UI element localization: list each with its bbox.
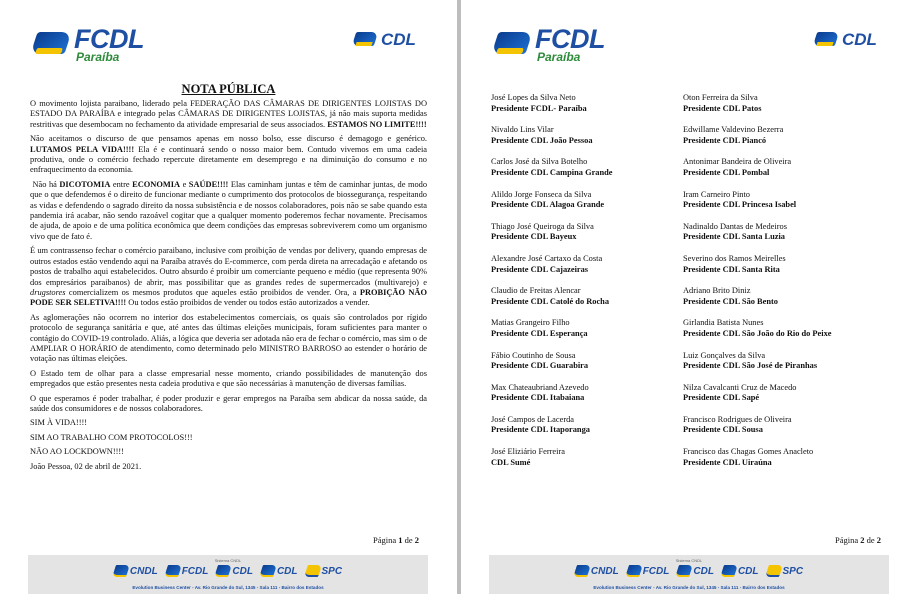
signatory-role: Presidente CDL Itabaiana [491, 393, 585, 403]
paragraph-8: SIM À VIDA!!!! [30, 418, 88, 428]
paragraph-7: O que esperamos é poder trabalhar, é poder produzir e gerar empregos na Paraíba sem abdicar da nossa saúde, da saúde dos consumidores e de nossos colaboradores. [30, 393, 427, 413]
fcdl-paraiba-logo [493, 26, 605, 66]
signatory-name: Claudio de Freitas Alencar [491, 286, 581, 296]
fcdl-paraiba-logo [32, 26, 144, 66]
signatory-role: Presidente CDL Catolé do Rocha [491, 296, 610, 306]
footer-logos [489, 565, 889, 577]
footer-sistema-label: Sistema CNDL [675, 558, 703, 563]
page-number: Página 1 de 2 [373, 535, 420, 545]
signatory-name: Nilza Cavalcanti Cruz de Macedo [683, 382, 797, 392]
signatory-role: Presidente CDL Piancó [683, 135, 767, 145]
cdl-swoosh-icon [354, 30, 378, 50]
cdl-jovem-logo: CDL [722, 565, 759, 577]
fcdl-logo: FCDL [166, 565, 209, 577]
signature-block [491, 383, 691, 415]
signatory-role: CDL Sumé [491, 457, 531, 467]
signature-block [683, 190, 883, 222]
signature-block [683, 447, 883, 479]
signature-block [491, 286, 691, 318]
signature-block [683, 125, 883, 157]
signatory-name: Carlos José da Silva Botelho [491, 157, 588, 167]
signatory-name: Severino dos Ramos Meirelles [683, 253, 786, 263]
signatory-role: Presidente CDL Princesa Isabel [683, 200, 797, 210]
signature-block [491, 415, 691, 447]
page-title: NOTA PÚBLICA [181, 82, 276, 96]
signature-block [491, 222, 691, 254]
footer-address: Evolution Business Center - Av. Rio Grande do Sul, 1345 - Sala 111 - Bairro dos Estados [593, 585, 785, 590]
fcdl-logo: FCDL [627, 565, 670, 577]
signatory-role: Presidente FCDL- Paraíba [491, 103, 587, 113]
document-page-2 [461, 0, 918, 594]
signatures-left-column [491, 93, 691, 479]
spc-brasil-logo: SPC [767, 565, 804, 577]
signatory-name: Edwillame Valdevino Bezerra [683, 125, 784, 135]
cdl-logo-text: CDL [381, 30, 416, 49]
signatory-name: Francisco Rodrigues de Oliveira [683, 414, 792, 424]
signatory-role: Presidente CDL Alagoa Grande [491, 200, 605, 210]
date-line: João Pessoa, 02 de abril de 2021. [30, 461, 142, 471]
signatory-role: Presidente CDL São João do Rio do Peixe [683, 328, 832, 338]
signature-block [491, 351, 691, 383]
signature-block [683, 157, 883, 189]
fcdl-swoosh-icon [493, 26, 531, 60]
signatory-name: José Lopes da Silva Neto [491, 93, 576, 102]
signatory-name: Nadinaldo Dantas de Medeiros [683, 221, 787, 231]
paragraph-4: É um contrassenso fechar o comércio paraibano, inclusive com proibição de vendas por delivery, quando empresas de outros estados estão vendendo aqui na Paraíba através do E-commerce, com perda direta na arrecadação e afetando os postos de trabalho aqui estabelecidos. Outro absurdo é proibir um comerciante pequeno e médio (que representa 90% dos empresários paraibanos) de abrir, mas possibilitar que as grandes redes de supermercados (multivarejo) e drugstores comercializem os mesmos produtos que aqueles estão proibidos de vender. Ora, a PROBIÇÃO NÃO PODE SER SELETIVA!!!! Ou todos estão proibidos de vender ou todos estão autorizados a vender. [30, 246, 427, 308]
signatory-name: Girlandia Batista Nunes [683, 318, 764, 328]
paragraph-2: Não aceitamos o discurso de que pensamos apenas em nosso bolso, esse discurso é demagogo e genérico. LUTAMOS PELA VIDA!!!! Ela é e continuará sendo o nosso maior bem. Contudo vivemos em uma cadeia produtiva, onde o comércio fechado repercute diretamente em desemprego e na diminuição do consumo e no enfraquecimento da economia. [30, 134, 427, 175]
signatory-name: Francisco das Chagas Gomes Anacleto [683, 447, 814, 457]
signatory-role: Presidente CDL Pombal [683, 167, 770, 177]
signatory-role: Presidente CDL Uiraúna [683, 457, 772, 467]
signatory-name: Antonimar Bandeira de Oliveira [683, 157, 792, 167]
paragraph-3: Não há DICOTOMIA entre ECONOMIA e SAÚDE!!!! Elas caminham juntas e têm de caminhar juntas, de modo que o que defendemos é o direito de funcionar mediante o cumprimento dos protocolos de biossegurança, respeitando as vidas e defendendo o sagrado direito da nossa subsistência e de nossos colaboradores, pois não se sabe quando esta pandemia irá acabar, não sendo razoável cogitar que a qualquer momento poderemos fechar novamente. Precisamos de ajuda, de apoio e de uma política econômica que deem condições das empresas sobreviverem como um organismo vivo que de fato é. [30, 179, 428, 241]
signature-block [683, 383, 883, 415]
cdl-swoosh-icon [815, 30, 839, 50]
signature-block [683, 286, 883, 318]
signatory-role: Presidente CDL Santa Luzia [683, 232, 785, 242]
paragraph-5: As aglomerações não ocorrem no interior dos estabelecimentos comerciais, os quais são controlados por rígido protocolo de segurança sanitária e que, até antes das últimas eleições municipais, foram suficientes para manter o contágio do COVID-19 controlado. Aliás, a lógica que deveria ser adotada não era de fechar o comércio, mas sim o de AMPLIAR O HORÁRIO de atendimento, como determinado pelo MINISTRO BARROSO ao estender o horário de votação nas últimas eleições. [30, 312, 427, 364]
footer-logos [28, 565, 428, 577]
signature-block [683, 415, 883, 447]
signature-block [491, 157, 691, 189]
signatory-name: José Eliziário Ferreira [491, 447, 565, 457]
page-number: Página 2 de 2 [835, 535, 882, 545]
signatory-role: Presidente CDL Guarabira [491, 361, 589, 371]
cdl-logo [815, 30, 877, 50]
signatory-name: Iram Carneiro Pinto [683, 189, 750, 199]
document-page-1 [0, 0, 457, 594]
signature-block [683, 222, 883, 254]
document-body [30, 99, 427, 476]
signatory-role: Presidente CDL São José de Piranhas [683, 361, 818, 371]
signatory-role: Presidente CDL Bayeux [491, 232, 577, 242]
paragraph-6: O Estado tem de olhar para a classe empresarial nesse momento, criando possibilidades de manutenção dos empregados que estão presentes nesta cadeia produtiva e que são necessárias à manutenção de diversas famílias. [30, 368, 427, 389]
paragraph-9: SIM AO TRABALHO COM PROTOCOLOS!!! [30, 432, 193, 442]
signature-block [491, 93, 691, 125]
fcdl-logo-subtext: Paraíba [76, 50, 120, 64]
signatory-role: Presidente CDL Esperança [491, 328, 588, 338]
footer-band [28, 555, 428, 594]
signatory-role: Presidente CDL Sousa [683, 425, 763, 435]
signatory-name: Matias Grangeiro Filho [491, 318, 570, 328]
signatory-name: José Campos de Lacerda [491, 414, 575, 424]
signatory-role: Presidente CDL Campina Grande [491, 167, 613, 177]
signatory-name: Luiz Gonçalves da Silva [683, 350, 766, 360]
footer-band [489, 555, 889, 594]
fcdl-swoosh-icon [32, 26, 70, 60]
signatory-name: Nivaldo Lins Vilar [491, 125, 554, 135]
fcdl-logo-text: FCDL [535, 24, 605, 54]
signature-block [683, 318, 883, 350]
footer-address: Evolution Business Center - Av. Rio Grande do Sul, 1345 - Sala 111 - Bairro dos Estados [132, 585, 324, 590]
signatory-role: Presidente CDL São Bento [683, 296, 778, 306]
signature-block [683, 351, 883, 383]
fcdl-logo-subtext: Paraíba [537, 50, 581, 64]
signatory-name: Alexandre José Cartaxo da Costa [491, 253, 603, 263]
signatory-name: Oton Ferreira da Silva [683, 93, 758, 102]
paragraph-10: NÃO AO LOCKDOWN!!!! [30, 447, 124, 457]
footer-sistema-label: Sistema CNDL [214, 558, 242, 563]
signatory-role: Presidente CDL Cajazeiras [491, 264, 589, 274]
signature-block [491, 254, 691, 286]
cdl-logo-text: CDL [842, 30, 877, 49]
cdl-logo: CDL [216, 565, 253, 577]
signature-block [491, 125, 691, 157]
signatory-role: Presidente CDL Itaporanga [491, 425, 590, 435]
signatory-name: Thiago José Queiroga da Silva [491, 221, 594, 231]
cndl-logo: CNDL [575, 565, 619, 577]
cdl-logo [354, 30, 416, 50]
signatory-role: Presidente CDL Santa Rita [683, 264, 780, 274]
signatory-role: Presidente CDL Patos [683, 103, 762, 113]
signatory-role: Presidente CDL João Pessoa [491, 135, 593, 145]
signatory-role: Presidente CDL Sapé [683, 393, 760, 403]
signatory-name: Alildo Jorge Fonseca da Silva [491, 189, 592, 199]
paragraph-1: O movimento lojista paraibano, liderado pela FEDERAÇÃO DAS CÂMARAS DE DIRIGENTES LOJISTAS DO ESTADO DA PARAÍBA e integrado pelas CÂMARAS DE DIRIGENTES LOJISTAS, já não mais suporta medidas restritivas que desembocam no fechamento da atividade empresarial de seus associados. ESTAMOS NO LIMITE!!!! [30, 99, 427, 129]
cndl-logo: CNDL [114, 565, 158, 577]
fcdl-logo-text: FCDL [74, 24, 144, 54]
signature-block [491, 318, 691, 350]
signature-block [683, 93, 883, 125]
signatory-name: Max Chateaubriand Azevedo [491, 382, 589, 392]
signatory-name: Adriano Brito Diniz [683, 286, 751, 296]
signature-block [683, 254, 883, 286]
signatures-right-column [683, 93, 883, 479]
signatory-name: Fábio Coutinho de Sousa [491, 350, 576, 360]
signature-block [491, 447, 691, 479]
spc-brasil-logo: SPC [306, 565, 343, 577]
cdl-logo: CDL [677, 565, 714, 577]
signature-block [491, 190, 691, 222]
cdl-jovem-logo: CDL [261, 565, 298, 577]
